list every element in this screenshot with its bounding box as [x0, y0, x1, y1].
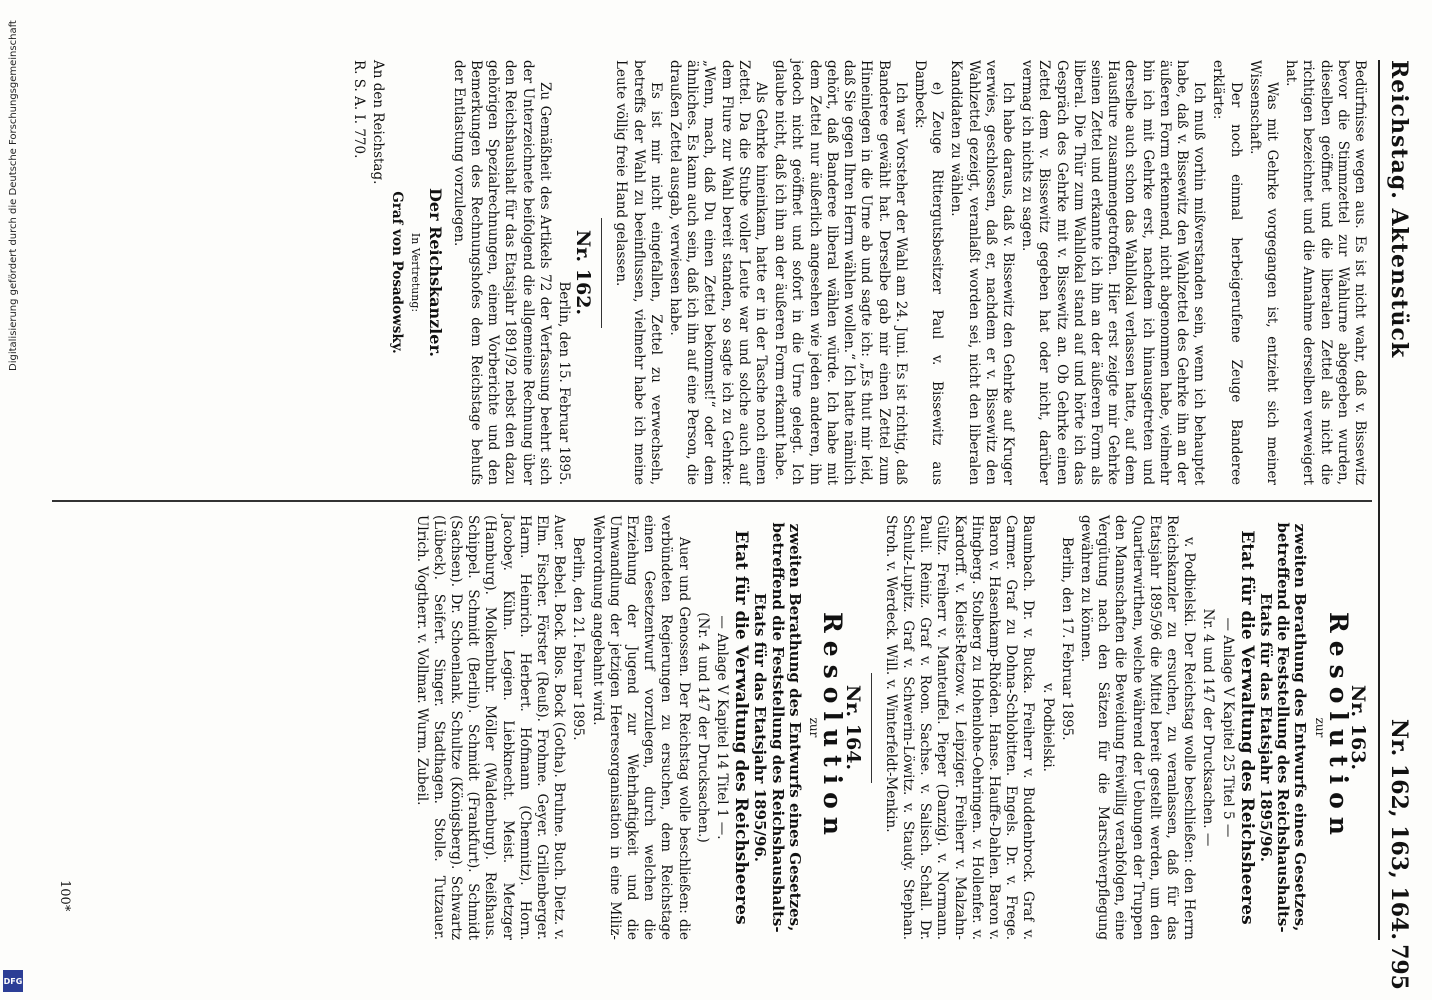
anlage-164: — Anlage V Kapitel 14 Titel 1 —. — [714, 615, 731, 840]
date-163: Berlin, den 17. Februar 1895. — [1058, 537, 1075, 741]
body-162: Zu Gemäßheit des Artikels 72 der Verfassung beehrt sich der Unterzeichnete beifolgend die allgemeine Rechnung über den Reichshaushalt für das Etatsjahr 1891/92 nebst den dazu gehörigen Spezialrechnungen, einem Vorberichte und den Bemerkungen des Rechnungshofes dem Reichstage behufs der Entlastung vorzulegen. — [450, 60, 553, 485]
resolution-title-163: Resolution — [1323, 611, 1353, 843]
resolution-title-164: Resolution — [818, 611, 848, 843]
signature-name: Graf von Posadowsky. — [389, 191, 406, 354]
date-162: Berlin, den 15. Februar 1895. — [556, 281, 573, 485]
header-rule — [1378, 60, 1380, 940]
body-163: v. Podbielski. Der Reichstag wolle beschließen: den Herrn Reichskanzler zu ersuchen, zu veranlassen, daß für das Etatsjahr 1895/96 die Mittel bereit gestellt werden, um den Quartierwirthen, welche während der Uebungen der Truppen den Mannschaften die Beweidung freiwillig verabfolgen, eine Vergütung nach den Sätzen für die Marschverpflegung gewähren zu können. — [1077, 515, 1198, 940]
digitization-credit: Digitalisierung gefördert durch die Deutsche Forschungsgemeinschaft — [8, 20, 19, 371]
page-number: 795 — [1386, 944, 1412, 990]
anlage-163: — Anlage V Kapitel 25 Titel 5 — — [1219, 617, 1236, 838]
column-divider — [52, 500, 1372, 502]
left-paragraph: Was mit Gehrke vorgegangen ist, entzieht sich meiner Wissenschaft. — [1246, 60, 1280, 485]
signatories-163: Baumbach. Dr. v. Bucka. Freiherr v. Buddenbrock. Graf v. Carmer. Graf zu Dohna-Schlobitten. Engels. Dr. v. Frege. Baron v. Hasenkamp-Rhöden. Hanse. Hauffe-Dahlen. Baron v. Hingberg. Stolberg zu Hohenlohe-Oehringen. v. Hollenfer. v. Kardorff. v. Kleist-Retzow. v. Leipziger. Freiherr v. Malzahn-Gültz. Freiherr v. Manteuffel. Pieper (Danzig). v. Normann. Pauli. Reiniz. Graf v. Roon. Sachse. v. Salisch. Schall. Dr. Schulz-Lupitz. Graf v. Schwerin-Löwitz. v. Staudy. Stephan. Stroh. v. Werdeck. Will. v. Winterfeldt-Menkin. — [882, 515, 1037, 940]
section-separator — [871, 673, 872, 783]
left-paragraph: Als Gehrke hineinkam, hatte er in der Tasche noch einen Zettel. Da die Stube voller Leute war und solche auch auf dem Flure zur Wahl bereit standen, so sagte ich zu Gehrke: „Wenn, mach, daß Du einen Zettel bekommst!“ oder dem ähnliches. Es kann auch sein, daß ich ihn auf eine Person, die draußen Zettel ausgab, verwiesen habe. — [667, 60, 770, 485]
resolution-subtitle-163: zweiten Berathung des Entwurfs eines Gesetzes, betreffend die Feststellung des Reichshaushalts-Etats für das Etatsjahr 1895/96. — [1256, 522, 1310, 933]
date-164: Berlin, den 21. Februar 1895. — [570, 537, 587, 741]
page-header — [1378, 60, 1418, 990]
signature-title: Der Reichskanzler. — [425, 188, 445, 357]
left-paragraph: Es ist mir nicht eingefallen, Zettel zu verwechseln, betreffs der Wahl zu beeinflussen, vielmehr habe ich meine Leute völlig freie Hand gelassen. — [613, 60, 664, 485]
right-column — [410, 515, 1368, 940]
witness-heading: e) Zeuge Rittergutsbesitzer Paul v. Bissewitz aus Dambeck: — [911, 60, 946, 485]
section-number-162: Nr. 162. — [572, 229, 595, 316]
signer-163: v. Podbielski. — [1039, 683, 1056, 772]
drucksachen-163: Nr. 4 und 147 der Drucksachen. — — [1200, 608, 1217, 847]
dfg-logo: DFG — [3, 970, 23, 992]
header-numbers: Nr. 162, 163, 164. — [1386, 718, 1412, 940]
body-164: Auer und Genossen. Der Reichstag wolle beschließen: die verbündeten Regierungen zu ersuchen, dem Reichstage einen Gesetzentwurf vorzulegen, durch welchen die Erziehung der Jugend zur Wehrhaftigkeit und die Umwandlung der jetzigen Heeresorganisation in eine Miliz-Wehrordnung angebahnt wird. — [589, 515, 692, 940]
addressee: An den Reichstag. — [370, 60, 387, 185]
etat-heading-164: Etat für die Verwaltung des Reichsheeres — [731, 530, 752, 925]
reference-number: R. S. A. I. 770. — [350, 60, 367, 159]
left-paragraph: Ich war Vorsteher der Wahl am 24. Juni. Es ist richtig, daß Banderee gewählt hat. Derselbe gab mir einen Zettel zum Hineinlegen in die Urne ab und sagte ich: „Es thut mir leid, daß Sie gegen Ihren Herrn wählen wollen.“ Ich hatte nämlich gehört, daß Banderee liberal wählen würde. Ich habe mit dem Zettel nur äußerlich angesehen wie jeden anderen, ihn jedoch nicht geöffnet und sofort in die Urne gelegt. Ich glaube nicht, daß ich ihn an der äußeren Form erkannt habe. — [772, 60, 909, 485]
signatories-164: Auer. Bebel. Bock. Blos. Bock (Gotha). Bruhne. Buch. Dietz. v. Elm. Fischer. Förster (Reuß). Frohme. Geyer. Grillenberger. Harm. Heinrich. Herbert. Hofmann (Chemnitz). Horn. Jacobey. Kühn. Legien. Liebknecht. Meist. Metzger (Hamburg). Molkenbuhr. Möller (Waldenburg). Reißhaus. Schippel. Schmidt (Berlin). Schmidt (Frankfurt). Schmidt (Sachsen). Dr. Schoenlank. Schultze (Königsberg). Schwartz (Lübeck). Seifert. Singer. Stadthagen. Stolle. Tutzauer. Ulrich. Vogtherr. v. Vollmar. Wurm. Zubeil. — [413, 515, 568, 940]
zur-label: zur — [807, 717, 822, 738]
etat-heading-163: Etat für die Verwaltung des Reichsheeres — [1236, 530, 1257, 925]
section-separator — [601, 218, 602, 328]
left-paragraph: Bedürfnisse wegen aus. Es ist nicht wahr, daß v. Bissewitz bevor die Stimmzettel zur Wahlurne abgegeben wurden, dieselben geöffnet und die liberalen Zettel als nicht die richtigen bezeichnet und die Annahme derselben verweigert hat. — [1283, 60, 1368, 485]
footer-mark: 100* — [57, 880, 72, 912]
left-paragraph: Der noch einmal herbeigerufene Zeuge Banderee erklärte: — [1210, 60, 1244, 485]
section-number-164: Nr. 164. — [841, 684, 864, 771]
signature-vertretung: In Vertretung: — [409, 232, 423, 313]
section-number-163: Nr. 163. — [1347, 684, 1369, 771]
resolution-subtitle-164: zweiten Berathung des Entwurfs eines Gesetzes, betreffend die Feststellung des Reichshaushalts-Etats für das Etatsjahr 1895/96. — [751, 522, 804, 933]
drucksachen-164: (Nr. 4 und 147 der Drucksachen.) — [694, 612, 711, 843]
left-paragraph: Ich habe daraus, daß v. Bissewitz den Gehrke auf Kruger verwies, geschlossen, daß er, nachdem er v. Bissewitz den Wahlzettel gezeigt, veranlaßt worden sei, nicht den liberalen Kandidaten zu wählen. — [948, 60, 1016, 485]
left-column — [348, 60, 1368, 485]
header-title: Reichstag. Aktenstück — [1386, 60, 1412, 359]
zur-label: zur — [1312, 717, 1327, 738]
signature-block — [388, 60, 444, 485]
left-paragraph: Ich muß vorhin mißverstanden sein, wenn ich behauptet habe, daß v. Bissewitz den Wahlzettel des Gehrke ihn an der äußeren Form erkennend, nicht abgenommen habe, vielmehr bin ich mit Gehrke erst, nachdem ich hinausgetreten und derselbe auch schon das Wahllokal verlassen hatte, auf dem Hausflure zusammengetroffen. Hier erst zeigte mir Gehrke seinen Zettel und erkannte ich ihn an der äußeren Form als liberal. Die Thür zum Wahllokal stand auf und hörte ich das Gespräch des Gehrke mit v. Bissewitz an. Ob Gehrke einen Zettel dem v. Bissewitz gegeben hat oder nicht, darüber vermag ich nichts zu sagen. — [1019, 60, 1208, 485]
